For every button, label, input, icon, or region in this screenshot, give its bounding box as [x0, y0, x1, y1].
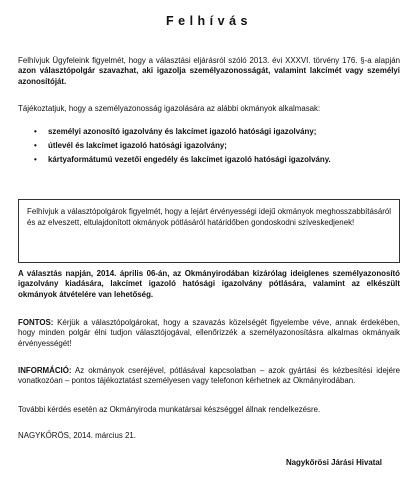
- intro-bold: azon választópolgár szavazhat, aki igazolja személyazonosságát, valamint lakcímét vagy személyi azonosítóját.: [18, 66, 400, 86]
- list-item: • kártyaformátumú vezetői engedély és lakcímet igazoló hatósági igazolvány.: [34, 155, 400, 165]
- intro-lead: Felhívjuk Ügyfeleink figyelmét, hogy a választási eljárásról szóló 2013. évi XXXVI. törvény 176. §-a alapján: [18, 56, 400, 65]
- fontos-text: Kérjük a választópolgárokat, hogy a szavazás közelségét figyelembe véve, annak érdekében, hogy minden polgár élni tudjon választójogával, ellenőrizzék a személyazonosításra alkalmas okmányaik érvényességét!: [18, 318, 400, 348]
- further-questions-paragraph: További kérdés esetén az Okmányiroda munkatársai készséggel állnak rendelkezésre.: [18, 405, 321, 414]
- fontos-paragraph: [18, 318, 400, 349]
- boxed-notice: Felhívjuk a választópolgárok figyelmét, hogy a lejárt érvényességi idejű okmányok meghosszabbításáról és az elveszett, eltulajdonított okmányok pótlásáról határidőben gondoskodni szíveskedjenek!: [18, 199, 400, 263]
- info-label: INFORMÁCIÓ:: [18, 366, 72, 375]
- list-item: • személyi azonosító igazolvány és lakcímet igazoló hatósági igazolvány;: [34, 127, 400, 137]
- documents-intro: Tájékoztatjuk, hogy a személyazonosság igazolására az alábbi okmányok alkalmasak:: [18, 104, 321, 113]
- fontos-label: FONTOS:: [18, 318, 54, 327]
- list-item: • útlevél és lakcímet igazoló hatósági igazolvány;: [34, 141, 400, 151]
- intro-paragraph: [18, 56, 400, 87]
- info-paragraph: [18, 366, 400, 387]
- info-text: Az okmányok cseréjével, pótlásával kapcsolatban – azok gyártási és kézbesítési idejére vonatkozóan – pontos tájékoztatást személyesen vagy telefonon kérhetnek az Okmányirodában.: [18, 366, 400, 386]
- election-day-paragraph: A választás napján, 2014. április 06-án, az Okmányirodában kizárólag ideiglenes személyazonosító igazolvány kiadására, lakcímet igazoló hatósági igazolvány pótlására, valamint az elkészült okmányok átvételére van lehetőség.: [18, 269, 400, 299]
- documents-list: [34, 127, 400, 169]
- signature: Nagykőrösi Járási Hivatal: [285, 458, 382, 467]
- page-title: Felhívás: [165, 14, 253, 28]
- date-line: NAGYKŐRÖS, 2014. március 21.: [18, 431, 136, 440]
